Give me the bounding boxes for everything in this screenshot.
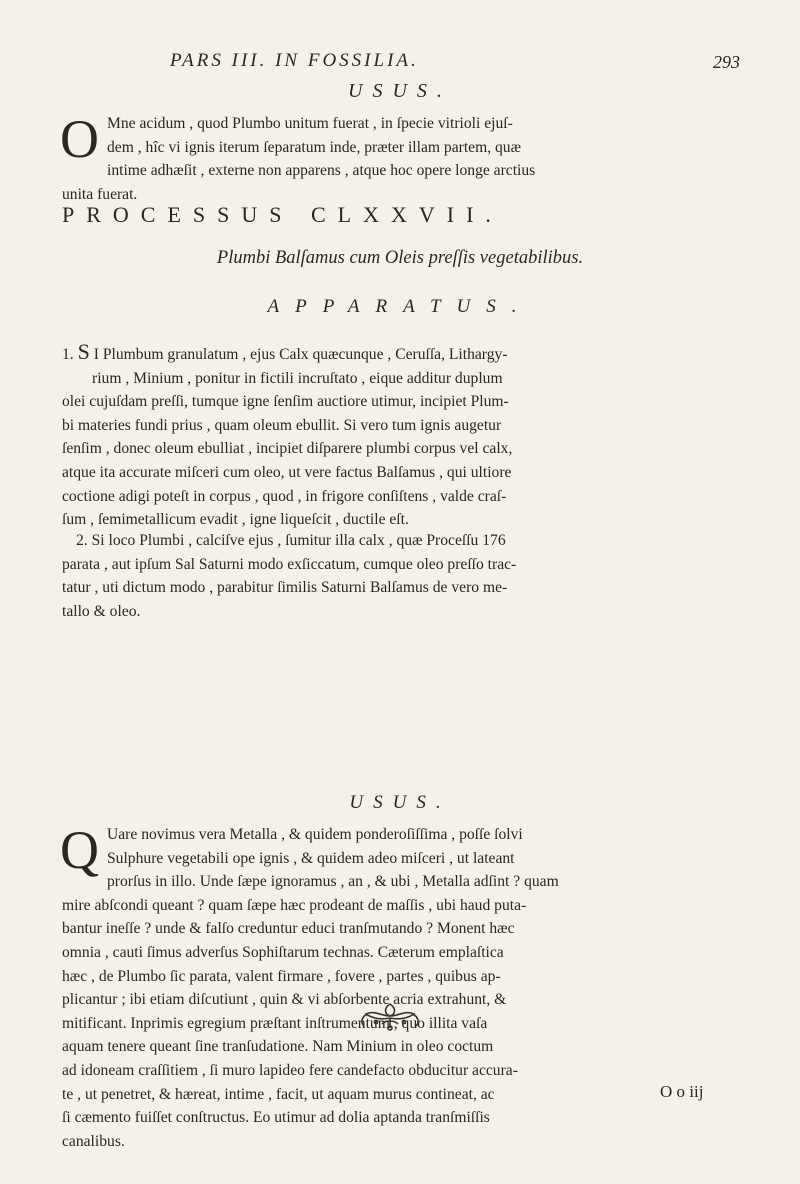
usus-heading-1: USUS. [348,80,452,102]
paragraph-usus-1 [60,109,760,206]
text-line: tallo & oleo. [62,602,141,620]
text-line: ſum , ſemimetallicum evadit , igne liqueſcit , ductile eſt. [62,511,409,529]
processus-heading: PROCESSUS CLXXVII. [62,202,503,227]
text-line: bi materies fundi prius , quam oleum ebullit. Si vero tum ignis augetur [62,416,502,434]
text-line: canalibus. [62,1132,125,1150]
text-line: prorſus in illo. Unde ſæpe ignoramus , an , & ubi , Metalla adſint ? quam [107,873,559,891]
text-line: mitificant. Inprimis egregium præſtant inſtrumentum , quo illita vaſa [62,1014,488,1032]
page-number: 293 [713,52,740,72]
floral-ornament-icon [354,1000,426,1032]
paragraph-apparatus-2 [62,529,760,623]
drop-cap-s: S [77,339,90,364]
drop-cap-q: Q [60,820,99,880]
text-line: aquam tenere queant ſine tranſudatione. Nam Minium in oleo coctum [62,1038,494,1056]
text-line: parata , aut ipſum Sal Saturni modo exſiccatum, cumque oleo preſſo trac- [62,555,517,573]
text-line: coctione adigi poteſt in corpus , quod , in frigore conſiſtens , valde craſ- [62,487,507,505]
drop-cap-o: O [60,109,99,169]
running-head-title: PARS III. IN FOSSILIA. [170,50,419,71]
paragraph-number: 1. [62,346,74,363]
paragraph-usus-2 [60,820,760,1153]
text-line: hæc , de Plumbo ſic parata, valent firmare , fovere , partes , quibus ap- [62,967,501,985]
text-line: rium , Minium , ponitur in fictili incruſtato , eique additur duplum [92,369,503,387]
text-line: Mne acidum , quod Plumbo unitum fuerat , in ſpecie vitrioli ejuſ- [107,115,513,132]
text-line: tatur , uti dictum modo , parabitur ſimilis Saturni Balſamus de vero me- [62,579,508,597]
signature-mark: O o iij [660,1082,704,1101]
text-line: bantur ineſſe ? unde & falſo creduntur educi tranſmutando ? Monent hæc [62,920,515,938]
text-line: plicantur ; ibi etiam diſcutiunt , quin & vi abſorbente acria extrahunt, & [62,991,507,1009]
text-line [62,340,760,367]
processus-subtitle: Plumbi Balſamus cum Oleis preſſis vegetabilibus. [216,248,584,268]
text-line: dem , hîc vi ignis iterum ſeparatum inde, præter illam partem, quæ [107,138,522,156]
text-line: unita fuerat. [62,185,138,203]
text-line: ſenſim , donec oleum ebulliat , incipiet diſparere plumbi corpus vel calx, [62,440,513,458]
text-line: omnia , cauti ſimus adverſus Sophiſtarum technas. Cæterum emplaſtica [62,943,504,961]
text-line: Sulphure vegetabili ope ignis , & quidem adeo miſceri , ut lateant [107,849,515,867]
paragraph-apparatus-1 [62,340,760,532]
text-line: intime adhæſit , externe non apparens , atque hoc opere longe arctius [107,162,536,180]
text-line-content: I Plumbum granulatum , ejus Calx quæcunque , Ceruſſa, Lithargy- [93,346,508,363]
apparatus-heading: APPARATUS. [267,296,533,317]
text-line: mire abſcondi queant ? quam ſæpe hæc prodeant de maſſis , ubi haud puta- [62,896,527,914]
text-line: atque ita accurate miſceri cum oleo, ut vere factus Balſamus , qui ultiore [62,463,512,481]
text-line: Uare novimus vera Metalla , & quidem ponderoſiſſima , poſſe ſolvi [107,826,523,843]
text-line: 2. Si loco Plumbi , calciſve ejus , ſumitur illa calx , quæ Proceſſu 176 [76,532,506,549]
usus-heading-2: USUS. [349,792,451,813]
text-line: te , ut penetret, & hæreat, intime , facit, ut aquam murus contineat, ac [62,1085,495,1103]
running-head [170,50,740,80]
text-line: olei cujuſdam preſſi, tumque igne ſenſim auctiore utimur, incipiet Plum- [62,393,509,411]
text-line: ad idoneam craſſitiem , ſi muro lapideo fere candefacto obducitur accura- [62,1061,518,1079]
text-line: ſi cæmento fuiſſet conſtructus. Eo utimur ad dolia aptanda tranſmiſſis [62,1109,490,1127]
